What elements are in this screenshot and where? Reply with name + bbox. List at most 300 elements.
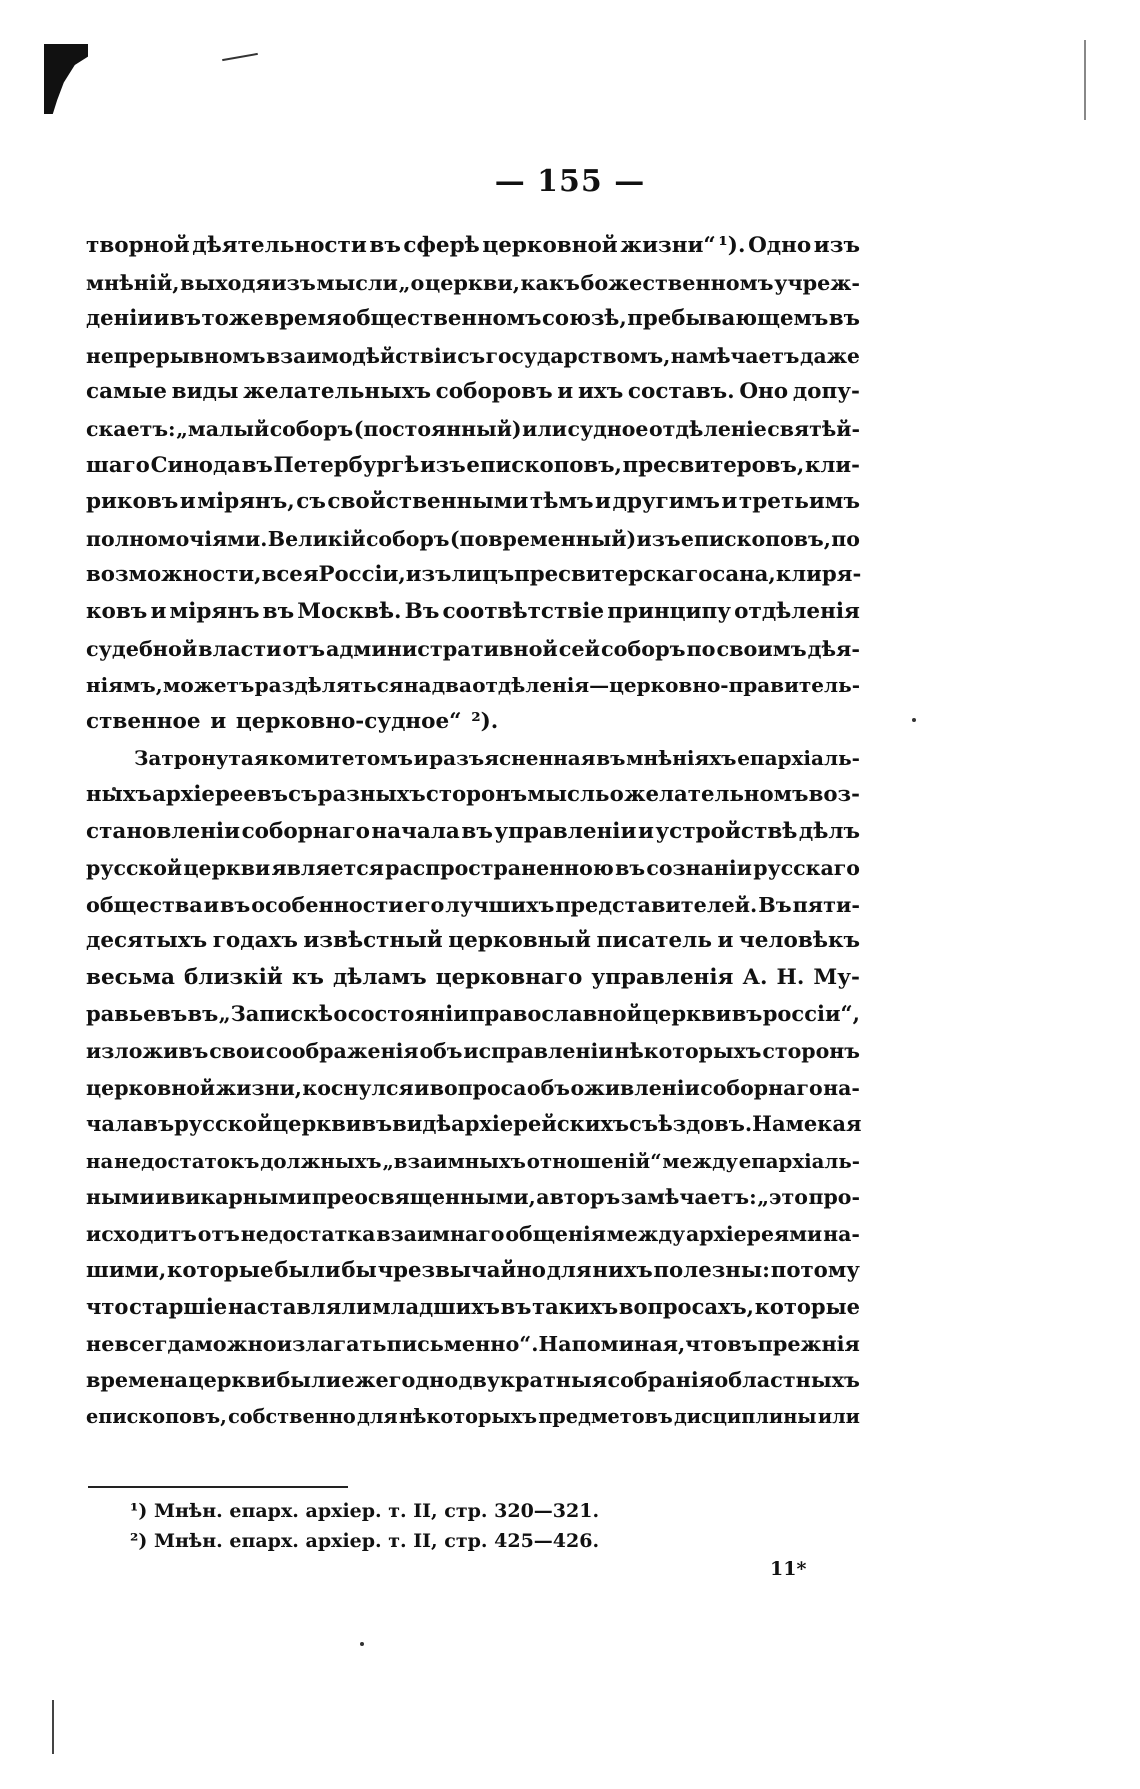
- word: „взаимныхъ: [382, 1148, 526, 1173]
- word: годахъ: [212, 928, 298, 954]
- word: епархіаль-: [737, 746, 860, 771]
- word: къ: [291, 964, 324, 990]
- word: разъясненная: [429, 746, 596, 771]
- word: начала: [371, 818, 460, 844]
- word: или: [522, 416, 567, 441]
- word: дисциплины: [673, 1405, 817, 1428]
- word: Намекая: [752, 1111, 862, 1137]
- word: чрезвычайно: [377, 1257, 546, 1283]
- word: воз-: [808, 781, 860, 807]
- word: Одно: [748, 233, 812, 258]
- word: дѣя-: [807, 636, 860, 661]
- word: викарными: [170, 1185, 312, 1210]
- text-line: [86, 521, 860, 558]
- word: третьимъ: [738, 489, 860, 515]
- scan-artifact-left-edge: [52, 1700, 54, 1754]
- word: отъ: [197, 1222, 240, 1247]
- text-line: [86, 301, 860, 338]
- word: или: [817, 1405, 860, 1428]
- word: на: [86, 1148, 114, 1173]
- word: съ: [457, 343, 486, 368]
- word: церкви,: [424, 270, 520, 295]
- word: соборъ: [269, 416, 354, 441]
- word: и: [413, 746, 429, 771]
- word: были: [274, 1257, 341, 1283]
- word: русской: [174, 1111, 273, 1137]
- word: по: [686, 636, 716, 661]
- word: изъ: [813, 233, 860, 258]
- word: свои: [209, 1039, 265, 1064]
- word: для: [546, 1257, 592, 1283]
- footnotes: [130, 1496, 730, 1556]
- word: съ: [288, 781, 318, 807]
- word: намѣчаетъ: [670, 343, 800, 368]
- word: въ: [615, 856, 646, 881]
- word: сей: [558, 636, 600, 661]
- word: что: [685, 1331, 728, 1356]
- word: съѣздовъ.: [629, 1111, 753, 1137]
- word: нѣкоторыхъ: [398, 1405, 537, 1428]
- word: ¹).: [718, 233, 746, 258]
- word: мысли: [316, 270, 398, 295]
- word: изъ: [405, 562, 452, 588]
- text-line: [86, 777, 860, 814]
- word: ніямъ,: [86, 673, 163, 698]
- word: дѣятельности: [192, 233, 367, 258]
- word: пресвитеровъ,: [622, 452, 805, 478]
- word: „Запискѣ: [218, 1001, 334, 1027]
- word: и: [179, 489, 196, 515]
- word: Москвѣ.: [297, 598, 402, 624]
- word: Оно: [739, 379, 789, 405]
- word: какъ: [520, 270, 580, 295]
- word: соборъ: [365, 526, 450, 551]
- word: не: [86, 1331, 115, 1356]
- word: А.: [742, 964, 768, 990]
- word: вопроса: [429, 1075, 527, 1100]
- word: недостатокъ: [114, 1148, 260, 1173]
- text-line: [86, 448, 860, 485]
- word: для: [357, 1405, 398, 1428]
- word: бы: [341, 1257, 377, 1283]
- word: въ: [731, 1001, 763, 1027]
- word: въ: [262, 598, 295, 624]
- text-line: [86, 1362, 860, 1399]
- word: непрерывномъ: [86, 343, 266, 368]
- word: пресвитерскаго: [514, 562, 713, 588]
- word: мнѣніяхъ: [626, 746, 737, 771]
- word: шими,: [86, 1257, 167, 1283]
- footnote: [130, 1526, 730, 1556]
- word: своимъ: [716, 636, 807, 661]
- word: оживленіи: [570, 1075, 700, 1100]
- word: про-: [808, 1185, 860, 1210]
- word: тоже: [201, 306, 264, 332]
- word: двукратныя: [458, 1368, 608, 1393]
- word: (повременный): [449, 526, 637, 551]
- word: полезны:: [653, 1257, 770, 1283]
- word: сферѣ: [403, 233, 480, 258]
- word: Россіи,: [318, 562, 406, 588]
- word: между: [606, 1222, 686, 1247]
- footnote-text: Мнѣн. епарх. архіер. т. II, стр. 320—321.: [153, 1500, 600, 1522]
- word: изъ: [636, 526, 681, 551]
- word: ежегодно: [341, 1368, 459, 1393]
- word: соображенія: [265, 1039, 419, 1064]
- word: на-: [823, 1222, 860, 1247]
- text-line: [86, 960, 860, 997]
- word: архіереями: [686, 1222, 823, 1247]
- word: особенности: [251, 892, 404, 917]
- word: въ: [369, 233, 401, 258]
- word: комитетомъ: [269, 746, 413, 771]
- word: авторъ: [536, 1185, 621, 1210]
- word: соборовъ: [435, 379, 553, 405]
- word: жизни,: [215, 1075, 302, 1100]
- word: собранія: [607, 1368, 715, 1393]
- word: въ: [500, 1294, 532, 1320]
- word: церковной: [482, 233, 618, 258]
- word: русскаго: [753, 856, 860, 881]
- word: церкви: [642, 1001, 732, 1027]
- word: архіереевъ: [152, 781, 288, 807]
- text-line: [86, 1106, 860, 1143]
- word: власти: [198, 636, 282, 661]
- word: управленіи: [494, 818, 637, 844]
- text-line: [86, 228, 860, 265]
- word: православной: [469, 1001, 643, 1027]
- word: шаго: [86, 452, 150, 478]
- word: коснулся: [302, 1075, 414, 1100]
- word: Великій: [267, 526, 366, 551]
- word: нихъ: [592, 1257, 653, 1283]
- word: въ: [241, 452, 273, 478]
- text-line: [86, 1399, 860, 1436]
- text-line: [86, 1326, 860, 1363]
- word: въ: [143, 1111, 175, 1137]
- word: объ: [526, 1075, 570, 1100]
- word: лучшихъ: [445, 892, 555, 917]
- word: церкви: [272, 1111, 362, 1137]
- word: церкви: [183, 856, 271, 881]
- page-number: — 155 —: [494, 164, 646, 199]
- word: ²).: [471, 708, 499, 734]
- word: состояніи: [347, 1001, 469, 1027]
- word: ственное: [86, 708, 201, 734]
- word: въ: [461, 818, 493, 844]
- word: церковно-судное“: [235, 708, 462, 734]
- word: письменно“.: [386, 1331, 539, 1356]
- word: россіи“,: [762, 1001, 860, 1027]
- word: изложивъ: [86, 1039, 209, 1064]
- word: церковной: [86, 1075, 216, 1100]
- word: является: [271, 856, 384, 881]
- word: епископовъ,: [466, 452, 622, 478]
- word: писатель: [596, 928, 712, 954]
- word: Н.: [776, 964, 805, 990]
- word: лицъ: [451, 562, 515, 588]
- word: становленіи: [86, 818, 241, 844]
- word: и: [721, 489, 738, 515]
- word: отношеній“: [526, 1148, 662, 1173]
- word: ными: [86, 1185, 155, 1210]
- word: принципу: [607, 598, 732, 624]
- word: отъ: [282, 636, 326, 661]
- word: церковнаго: [435, 964, 583, 990]
- word: видѣ: [392, 1111, 452, 1137]
- text-line: [86, 338, 860, 375]
- word: и: [717, 928, 734, 954]
- scan-artifact-corner: [44, 44, 88, 114]
- text-line: [86, 704, 860, 741]
- word: соотвѣтствіе: [442, 598, 605, 624]
- word: церковный: [448, 928, 591, 954]
- word: на: [403, 673, 432, 698]
- word: и: [155, 1185, 171, 1210]
- word: сознаніи: [646, 856, 752, 881]
- word: исходитъ: [86, 1222, 197, 1247]
- word: въ: [828, 306, 860, 332]
- text-line: [86, 814, 860, 851]
- word: святѣй-: [767, 416, 860, 441]
- word: должныхъ: [260, 1148, 382, 1173]
- text-line: [86, 996, 860, 1033]
- text-line: [86, 631, 860, 668]
- word: недостатка: [240, 1222, 376, 1247]
- word: всегда: [114, 1331, 195, 1356]
- word: въ: [596, 746, 626, 771]
- text-line: [86, 667, 860, 704]
- word: желательныхъ: [243, 379, 431, 405]
- word: скаетъ:: [86, 416, 176, 441]
- footnote: [130, 1496, 730, 1526]
- word: исправленіи: [463, 1039, 614, 1064]
- word: пребывающемъ: [627, 306, 829, 332]
- text-line: [86, 887, 860, 924]
- word: выходя: [180, 270, 271, 295]
- word: русской: [86, 856, 183, 881]
- word: ковъ: [86, 598, 148, 624]
- word: божественномъ: [580, 270, 774, 295]
- word: изъ: [420, 452, 466, 478]
- word: сторонъ: [762, 1039, 860, 1064]
- word: мнѣній,: [86, 270, 180, 295]
- word: деніи: [86, 306, 154, 332]
- word: младшихъ: [372, 1294, 500, 1320]
- word: допу-: [792, 379, 860, 405]
- word: отдѣленія—церковно-правитель-: [472, 673, 860, 698]
- footnote-divider: [88, 1486, 348, 1488]
- word: общественномъ: [342, 306, 542, 332]
- word: взаимнаго: [376, 1222, 505, 1247]
- word: сана,: [712, 562, 776, 588]
- word: другимъ: [612, 489, 720, 515]
- word: человѣкъ: [738, 928, 860, 954]
- word: замѣчаетъ:: [620, 1185, 757, 1210]
- word: даже: [799, 343, 860, 368]
- word: которые: [754, 1294, 860, 1320]
- word: областныхъ: [714, 1368, 860, 1393]
- word: ныхъ: [86, 781, 152, 807]
- footnote-text: Мнѣн. епарх. архіер. т. II, стр. 425—426.: [153, 1530, 600, 1552]
- text-line: [86, 1070, 860, 1107]
- word: два: [431, 673, 472, 698]
- word: чала: [86, 1111, 144, 1137]
- word: Петербургѣ: [273, 452, 420, 478]
- word: и: [150, 598, 167, 624]
- word: соборъ: [600, 636, 686, 661]
- word: которые: [167, 1257, 274, 1283]
- word: административной: [326, 636, 558, 661]
- word: извѣстный: [303, 928, 443, 954]
- word: кли-: [805, 452, 860, 478]
- word: на-: [823, 1075, 860, 1100]
- word: творной: [86, 233, 190, 258]
- word: мірянъ,: [197, 489, 295, 515]
- word: судебной: [86, 636, 198, 661]
- word: собственно: [228, 1405, 356, 1428]
- word: Синода: [150, 452, 241, 478]
- word: общества: [86, 892, 203, 917]
- word: ихъ: [577, 379, 624, 405]
- word: такихъ: [532, 1294, 619, 1320]
- word: можетъ: [162, 673, 255, 698]
- word: епископовъ,: [680, 526, 831, 551]
- word: о: [333, 1001, 348, 1027]
- word: близкій: [183, 964, 283, 990]
- text-line: [86, 740, 860, 777]
- word: изъ: [271, 270, 316, 295]
- word: и: [557, 379, 574, 405]
- word: клиря-: [775, 562, 862, 588]
- word: мысль: [527, 781, 610, 807]
- word: наставляли: [227, 1294, 372, 1320]
- word: тѣмъ: [529, 489, 594, 515]
- word: „о: [398, 270, 425, 295]
- word: его: [404, 892, 445, 917]
- word: были: [276, 1368, 342, 1393]
- text-line: [86, 1253, 860, 1290]
- word: раздѣляться: [254, 673, 404, 698]
- word: свойственными: [327, 489, 529, 515]
- scan-artifact-dot: [360, 1642, 364, 1646]
- body-text: [86, 228, 860, 1436]
- word: Затронутая: [134, 746, 269, 771]
- word: мірянъ: [169, 598, 260, 624]
- word: (постоянный): [353, 416, 522, 441]
- word: епархіаль-: [738, 1148, 860, 1173]
- word: отдѣленія: [734, 598, 860, 624]
- footnote-mark: ¹): [130, 1500, 148, 1522]
- word: и: [637, 818, 654, 844]
- word: Въ: [758, 892, 792, 917]
- word: Напоминая,: [538, 1331, 686, 1356]
- word: и: [595, 489, 611, 515]
- word: представителей.: [555, 892, 758, 917]
- word: учреж-: [774, 270, 860, 295]
- word: жизни“: [620, 233, 716, 258]
- text-line: [86, 1143, 860, 1180]
- text-line: [86, 484, 860, 521]
- word: въ: [727, 1331, 758, 1356]
- word: что: [86, 1294, 129, 1320]
- word: Му-: [813, 964, 860, 990]
- word: „малый: [176, 416, 270, 441]
- word: старшіе: [129, 1294, 228, 1320]
- text-line: [86, 1033, 860, 1070]
- word: въ: [219, 892, 251, 917]
- word: государствомъ,: [485, 343, 671, 368]
- scan-artifact-dash: [222, 53, 258, 61]
- word: дѣлъ: [798, 818, 860, 844]
- footnote-mark: ²): [130, 1530, 148, 1552]
- word: судное: [567, 416, 649, 441]
- word: союзѣ,: [541, 306, 627, 332]
- word: равьевъ: [86, 1001, 188, 1027]
- word: преосвященными,: [311, 1185, 536, 1210]
- word: виды: [171, 379, 239, 405]
- word: соборнаго: [700, 1075, 823, 1100]
- word: взаимодѣйствіи: [266, 343, 457, 368]
- word: потому: [770, 1257, 860, 1283]
- word: возможности,: [86, 562, 262, 588]
- text-line: [86, 374, 860, 411]
- word: сторонъ: [425, 781, 528, 807]
- word: пяти-: [792, 892, 860, 917]
- word: Въ: [404, 598, 440, 624]
- word: можно: [194, 1331, 277, 1356]
- word: прежнія: [757, 1331, 860, 1356]
- word: „это: [757, 1185, 808, 1210]
- text-line: [86, 923, 860, 960]
- word: отдѣленіе: [648, 416, 767, 441]
- text-line: [86, 850, 860, 887]
- word: риковъ: [86, 489, 179, 515]
- word: весьма: [86, 964, 175, 990]
- word: церкви: [188, 1368, 277, 1393]
- text-line: [86, 1216, 860, 1253]
- text-line: [86, 557, 860, 594]
- word: между: [662, 1148, 738, 1173]
- word: десятыхъ: [86, 928, 208, 954]
- scan-artifact-dot: [912, 718, 916, 722]
- word: вопросахъ,: [618, 1294, 754, 1320]
- word: распространенною: [385, 856, 614, 881]
- word: и: [414, 1075, 430, 1100]
- word: нѣкоторыхъ: [614, 1039, 762, 1064]
- word: въ: [169, 306, 201, 332]
- word: въ: [187, 1001, 219, 1027]
- text-line: [86, 594, 860, 631]
- word: въ: [361, 1111, 393, 1137]
- word: соборнаго: [241, 818, 370, 844]
- text-line: [86, 265, 860, 302]
- word: объ: [419, 1039, 463, 1064]
- word: времена: [86, 1368, 188, 1393]
- word: архіерейскихъ: [451, 1111, 630, 1137]
- word: дѣламъ: [332, 964, 427, 990]
- word: полномочіями.: [86, 526, 268, 551]
- scan-artifact-right-edge: [1084, 40, 1086, 120]
- word: разныхъ: [317, 781, 426, 807]
- word: управленія: [591, 964, 734, 990]
- word: всея: [261, 562, 319, 588]
- word: и: [203, 892, 220, 917]
- word: общенія: [505, 1222, 606, 1247]
- word: излагать: [276, 1331, 387, 1356]
- text-line: [86, 1179, 860, 1216]
- word: самые: [86, 379, 167, 405]
